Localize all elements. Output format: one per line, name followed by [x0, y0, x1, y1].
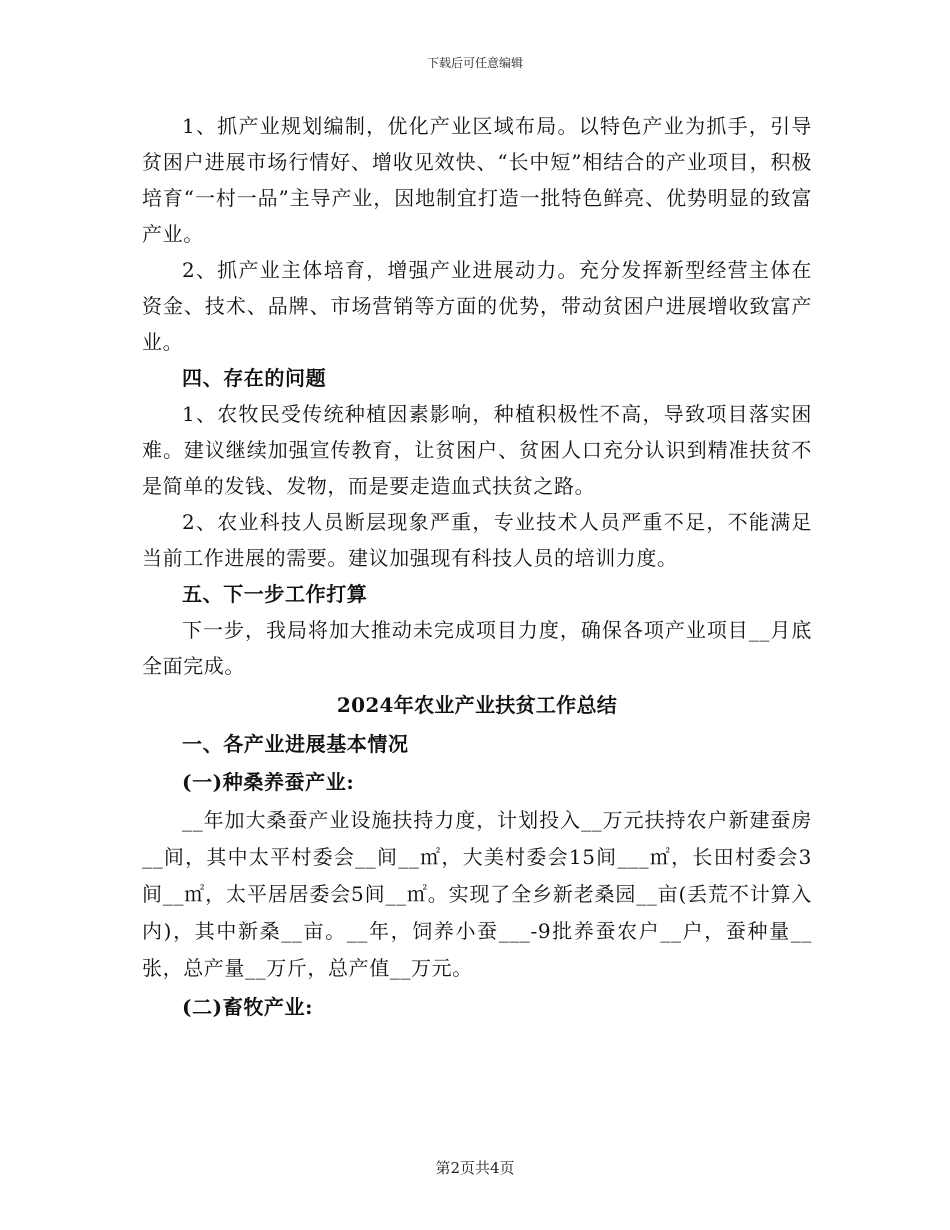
document-title: 2024年农业产业扶贫工作总结	[336, 693, 618, 717]
heading-next-steps: 五、下一步工作打算	[182, 582, 368, 606]
heading-existing-problems: 四、存在的问题	[182, 366, 327, 390]
page-header-note: 下载后可任意编辑	[426, 56, 523, 70]
subheading-livestock: (二)畜牧产业:	[182, 995, 314, 1019]
paragraph-problem-2: 2、农业科技人员断层现象严重，专业技术人员严重不足，不能满足当前工作进展的需要。建议加强现有科技人员的培训力度。	[142, 510, 812, 570]
paragraph-sericulture: __年加大桑蚕产业设施扶持力度，计划投入__万元扶持农户新建蚕房__间，其中太平村委会__间__㎡，大美村委会15间___㎡，长田村委会3间__㎡，太平居居委会5间__㎡。实现了全乡新老桑园__亩(丢荒不计算入内)，其中新桑__亩。__年，饲养小蚕___-9批养蚕农户__户，蚕种量__张，总产量__万斤，总产值__万元。	[142, 808, 812, 980]
page-number: 第2页共4页	[435, 1159, 515, 1177]
paragraph-industry-subject: 2、抓产业主体培育，增强产业进展动力。充分发挥新型经营主体在资金、技术、品牌、市场营销等方面的优势，带动贫困户进展增收致富产业。	[142, 258, 812, 354]
paragraph-industry-planning: 1、抓产业规划编制，优化产业区域布局。以特色产业为抓手，引导贫困户进展市场行情好、增收见效快、“长中短”相结合的产业项目，积极培育“一村一品”主导产业，因地制宜打造一批特色鲜亮、优势明显的致富产业。	[142, 114, 812, 246]
paragraph-problem-1: 1、农牧民受传统种植因素影响，种植积极性不高，导致项目落实困难。建议继续加强宣传教育，让贫困户、贫困人口充分认识到精准扶贫不是简单的发钱、发物，而是要走造血式扶贫之路。	[142, 402, 812, 498]
heading-industry-situation: 一、各产业进展基本情况	[182, 732, 409, 756]
subheading-sericulture: (一)种桑养蚕产业:	[182, 770, 355, 794]
paragraph-next-steps: 下一步，我局将加大推动未完成项目力度，确保各项产业项目__月底全面完成。	[142, 618, 812, 678]
document-body	[142, 108, 812, 1027]
